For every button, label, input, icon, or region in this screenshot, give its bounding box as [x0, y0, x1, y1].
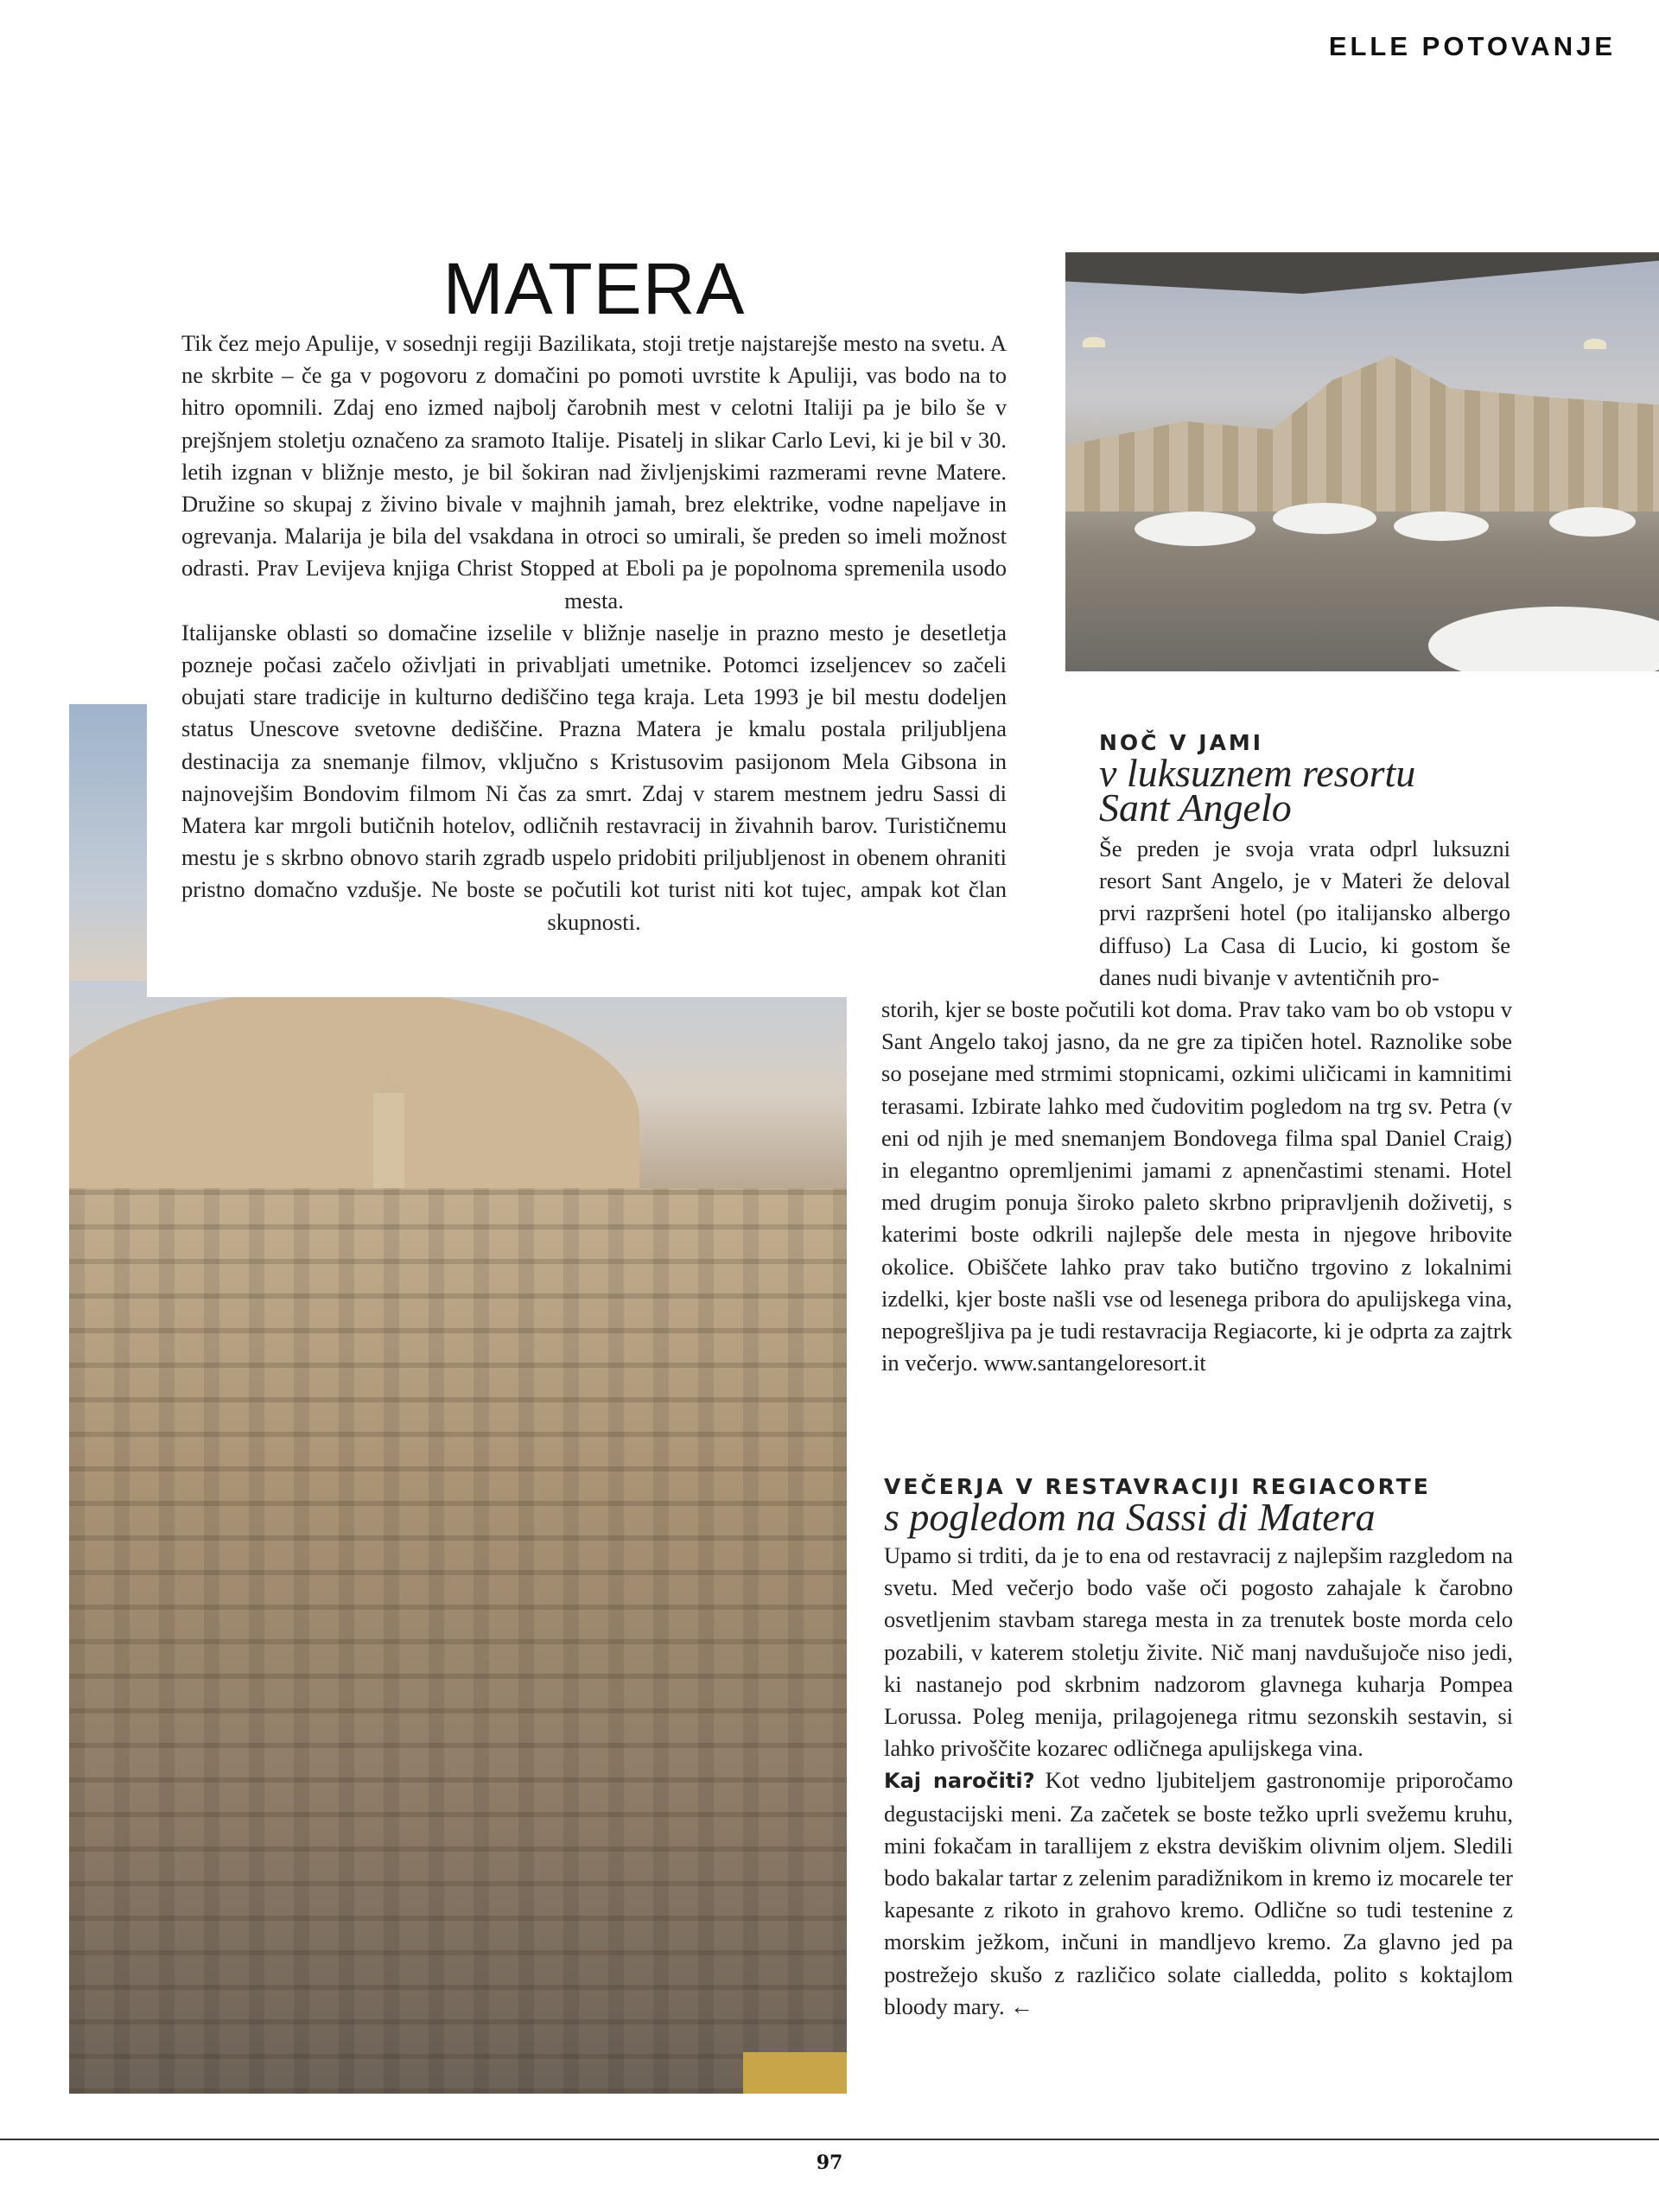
section-label: ELLE POTOVANJE: [1328, 31, 1616, 61]
scaffolding: [743, 2052, 847, 2094]
terrace-photo: [1065, 252, 1659, 671]
section-1-heading: [1099, 730, 1583, 830]
section-1-subtitle: Sant Angelo: [1099, 785, 1292, 830]
intro-paragraph-1: Tik čez mejo Apulije, v sosednji regiji Bazilikata, stoji tretje najstarejše mesto na svetu. A ne skrbite – če ga v pogovoru z domačini po pomoti uvrstite k Apuliji, vas bodo na to hitro opomnili. Zdaj eno izmed najbolj čarobnih mest v celotni Italiji pa je bilo še v prejšnjem stoletju označeno za sramoto Italije. Pisatelj in slikar Carlo Levi, ki je bil v 30. letih izgnan v bližnje mesto, je bil šokiran nad življenjskimi razmerami revne Matere. Družine so skupaj z živino bivale v majhnih jamah, brez elektrike, vodne napeljave in ogrevanja. Malarija je bila del vsakdana in otroci so umirali, še preden so imeli možnost odrasti. Prav Levijeva knjiga Christ Stopped at Eboli pa je popolnoma spremenila usodo mesta.: [181, 330, 1007, 613]
footer-rule: [0, 2139, 1659, 2140]
page-number: 97: [816, 2152, 843, 2174]
hilltop-town: [1065, 347, 1659, 512]
section-2-kicker: VEČERJA V RESTAVRACIJI REGIACORTE: [884, 1474, 1431, 1499]
table: [1135, 512, 1255, 546]
intro-panel: [147, 248, 1041, 997]
lamp: [1083, 337, 1105, 347]
table: [1549, 507, 1636, 537]
awning: [1065, 252, 1659, 294]
section-2-subtitle: s pogledom na Sassi di Matera: [884, 1495, 1376, 1539]
section-1-body-continued: storih, kjer se boste počutili kot doma. Prav tako vam bo ob vstopu v Sant Angelo takoj jasno, da ne gre za tipičen hotel. Raznolike sobe so posejane med strmimi stopnicami, ozkimi uličicami in kamnitimi terasami. Izbirate lahko med čudovitim pogledom na trg sv. Petra (v eni od njih je med snemanjem Bondovega filma spal Daniel Craig) in elegantno opremljenimi jamami z apnenčastimi stenami. Hotel med drugim ponuja široko paleto skrbno pripravljenih doživetij, s katerimi boste odkrili najlepše dele mesta in njegove hribovite okolice. Obiščete lahko prav tako butično trgovino z lokalnimi izdelki, kjer boste našli vse od lesenega pribora do apulijskega vina, nepogrešljiva pa je tudi restavracija Regiacorte, ki je odprta za zajtrk in večerjo. www.santangeloresort.it: [881, 996, 1512, 1376]
lamp: [1584, 339, 1606, 349]
section-1-kicker: NOČ V JAMI: [1099, 730, 1264, 755]
section-2-body: [884, 1540, 1513, 2023]
intro-paragraph-2: Italijanske oblasti so domačine izselile v bližnje naselje in prazno mesto je desetletja pozneje počasi začelo oživljati in privabljati umetnike. Potomci izseljencev so začeli obujati stare tradicije in kulturno dediščino tega kraja. Leta 1993 je bil mestu dodeljen status Unescove svetovne dediščine. Prazna Matera je kmalu postala priljubljena destinacija za snemanje filmov, vključno s Kristusovim pasijonom Mela Gibsona in najnovejšim Bondovim filmom Ni čas za smrt. Zdaj v starem mestnem jedru Sassi di Matera kar mrgoli butičnih hotelov, odličnih restavracij in živahnih barov. Turističnemu mestu je s skrbno obnovo starih zgradb uspelo pridobiti priljubljenost in obenem ohraniti pristno domačno vzdušje. Ne boste se počutili kot turist niti kot tujec, ampak kot član skupnosti.: [181, 619, 1007, 935]
section-2-paragraph-2-text: Kot vedno ljubiteljem gastronomije priporočamo degustacijski meni. Za začetek se boste težko uprli svežemu kruhu, mini fokačam in tarallijem z ekstra deviškim olivnim oljem. Sledili bodo bakalar tartar z zelenim paradižnikom in kremo iz mocarele ter kapesante z rikoto in grahovo kremo. Odlične so tudi testenine z morskim ježkom, inčuni in mandljevo kremo. Za glavno jed pa postrežejo skušo z različico solate cialledda, polito s koktajlom bloody mary. ←: [884, 1767, 1513, 2019]
intro-text: [181, 327, 1007, 938]
article-title: MATERA: [442, 248, 746, 329]
table: [1273, 503, 1376, 534]
table: [1394, 512, 1489, 541]
section-1-body: Še preden je svoja vrata odprl luksuzni resort Sant Angelo, je v Materi že deloval prvi razpršeni hotel (po italijansko albergo diffuso) La Casa di Lucio, ki gostom še danes nudi bivanje v avtentičnih pro-: [1099, 836, 1510, 990]
table: [1428, 607, 1659, 671]
section-2-heading: [884, 1474, 1541, 1539]
section-1-subtitle: v luksuznem resortu: [1099, 751, 1416, 795]
section-2-paragraph-1: Upamo si trditi, da je to ena od restavracij z najlepšim razgledom na svetu. Med večerjo bodo vaše oči pogosto zahajale k čarobno osvetljenim stavbam starega mesta in za trenutek boste morda celo pozabili, v katerem stoletju živite. Nič manj navdušujoče niso jedi, ki nastanejo pod skrbnim nadzorom glavnega kuharja Pompea Lorussa. Poleg menija, prilagojenega ritmu sezonskih sestavin, si lahko privoščite kozarec odličnega apulijskega vina.: [884, 1542, 1513, 1762]
question-lead: Kaj naročiti?: [884, 1769, 1035, 1794]
section-2-paragraph-2: [884, 1764, 1513, 2023]
stone-houses: [69, 1188, 847, 2094]
